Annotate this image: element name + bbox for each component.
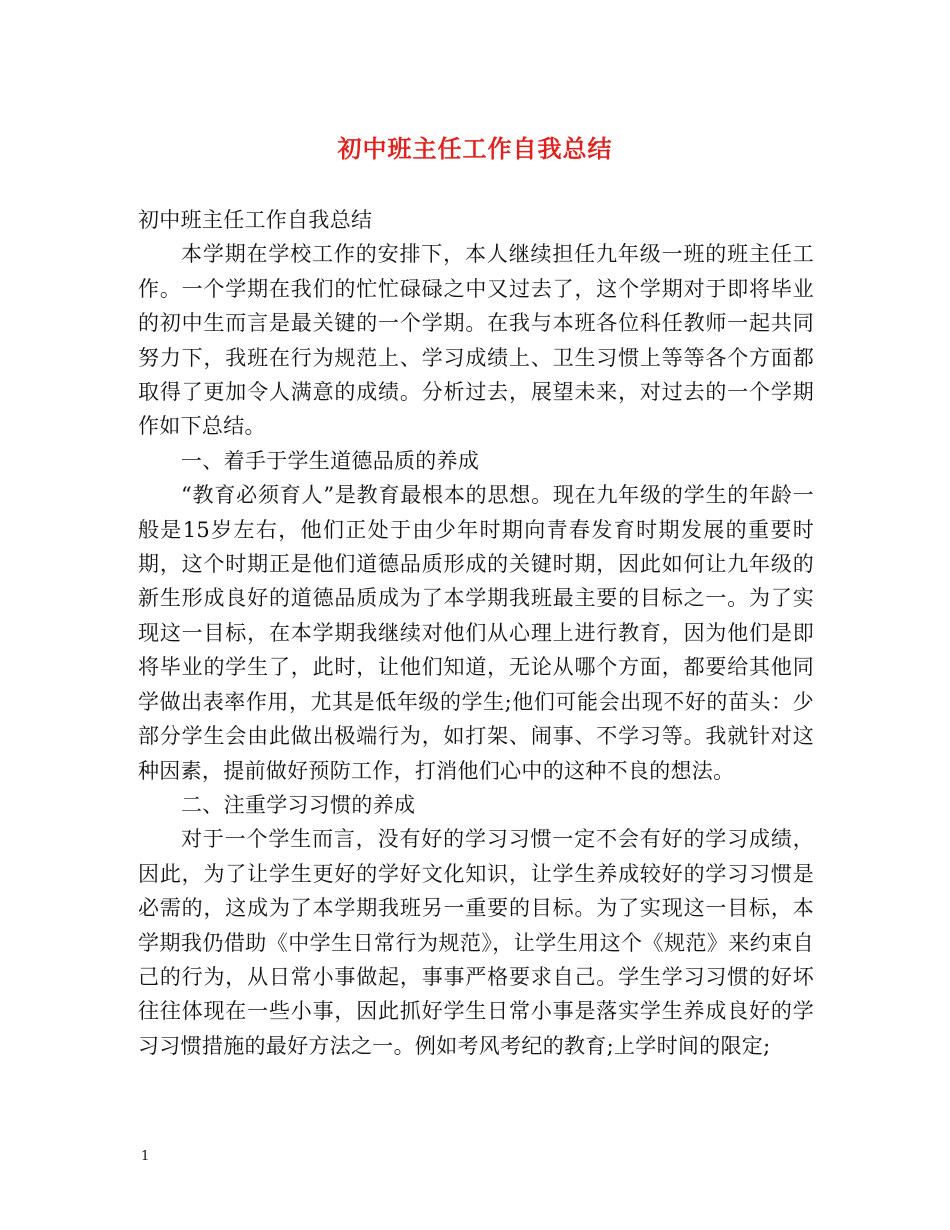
document-subtitle: 初中班主任工作自我总结 <box>138 208 373 232</box>
document-title: 初中班主任工作自我总结 <box>337 134 613 163</box>
paragraph-moral: “教育必须育人”是教育最根本的思想。现在九年级的学生的年龄一般是15岁左右，他们正处于由少年时期向青春发育时期发展的重要时期，这个时期正是他们道德品质形成的关键时期，因此如何让九年级的新生形成良好的道德品质成为了本学期我班最主要的目标之一。为了实现这一目标，在本学期我继续对他们从心理上进行教育，因为他们是即将毕业的学生了，此时，让他们知道，无论从哪个方面，都要给其他同学做出表率作用，尤其是低年级的学生;他们可能会出现不好的苗头：少部分学生会由此做出极端行为，如打架、闹事、不学习等。我就针对这种因素，提前做好预防工作，打消他们心中的这种不良的想法。 <box>138 483 814 783</box>
paragraph-study-habits: 对于一个学生而言，没有好的学习习惯一定不会有好的学习成绩，因此，为了让学生更好的学好文化知识，让学生养成较好的学习习惯是必需的，这成为了本学期我班另一重要的目标。为了实现这一目标，本学期我仍借助《中学生日常行为规范》，让学生用这个《规范》来约束自己的行为，从日常小事做起，事事严格要求自己。学生学习习惯的好坏往往体现在一些小事，因此抓好学生日常小事是落实学生养成良好的学习习惯措施的最好方法之一。例如考风考纪的教育;上学时间的限定; <box>138 827 814 1058</box>
paragraph-intro: 本学期在学校工作的安排下，本人继续担任九年级一班的班主任工作。一个学期在我们的忙忙碌碌之中又过去了，这个学期对于即将毕业的初中生而言是最关键的一个学期。在我与本班各位科任教师一起共同努力下，我班在行为规范上、学习成绩上、卫生习惯上等等各个方面都取得了更加令人满意的成绩。分析过去，展望未来，对过去的一个学期作如下总结。 <box>138 242 814 439</box>
section-heading-moral: 一、着手于学生道德品质的养成 <box>181 448 480 473</box>
section-heading-study-habits: 二、注重学习习惯的养成 <box>181 792 416 817</box>
document-body <box>138 203 814 1063</box>
page-number: 1 <box>141 1149 150 1164</box>
